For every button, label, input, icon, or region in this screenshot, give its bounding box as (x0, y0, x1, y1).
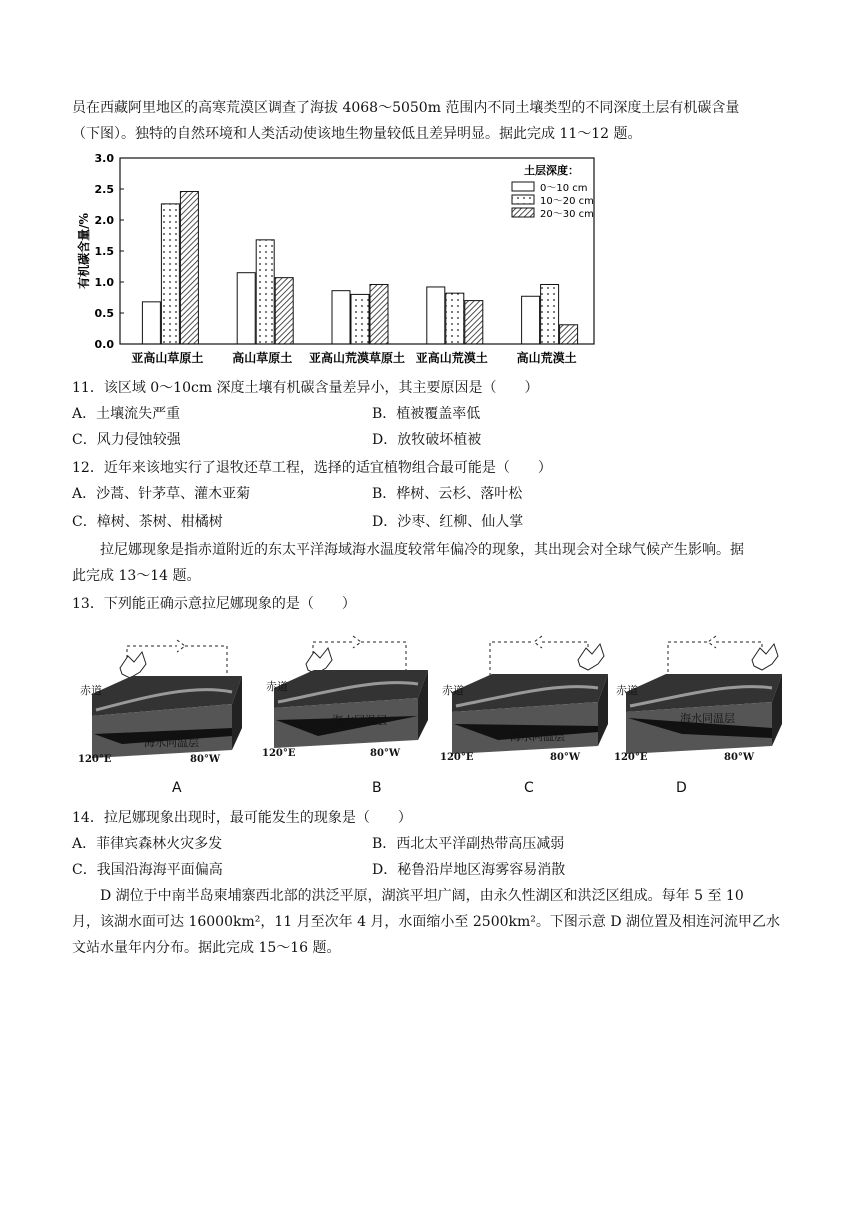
y-tick-label: 0.5 (94, 307, 114, 320)
legend-entry: 10～20 cm (540, 196, 594, 207)
bar (446, 293, 464, 344)
lake-d-line-2: 月，该湖水面可达 16000km²，11 月至次年 4 月，水面缩小至 2500km²。下图示意 D 湖位置及相连河流甲乙水 (72, 914, 781, 930)
diagram-c[interactable] (438, 628, 618, 772)
lon-west-label-b: 120°E (262, 748, 296, 759)
lon-east-label-b: 80°W (370, 748, 401, 759)
y-tick-label: 1.5 (94, 245, 114, 258)
bar (237, 273, 255, 344)
y-tick-label: 1.0 (94, 276, 114, 289)
soil-carbon-bar-chart (72, 148, 612, 370)
lake-d-line-1: D 湖位于中南半岛柬埔寨西北部的洪泛平原，湖滨平坦广阔，由永久性湖区和洪泛区组成。每年 5 至 10 (100, 888, 744, 904)
thermocline-label-a: 海水同温层 (144, 736, 199, 749)
y-tick-label: 0.0 (94, 338, 114, 351)
bar (142, 302, 160, 344)
bar (180, 191, 198, 344)
q12-option-b[interactable]: B．桦树、云杉、落叶松 (372, 486, 523, 502)
x-tick-label: 亚高山草原土 (131, 351, 204, 365)
equator-label-c: 赤道 (442, 684, 464, 697)
bar (332, 291, 350, 344)
lanina-line-2: 此完成 13～14 题。 (72, 568, 201, 584)
lanina-line-1: 拉尼娜现象是指赤道附近的东太平洋海域海水温度较常年偏冷的现象，其出现会对全球气候产生影响。据 (100, 542, 744, 558)
bar (465, 301, 483, 344)
q12-stem: 12．近年来该地实行了退牧还草工程，选择的适宜植物组合最可能是（ ） (72, 460, 552, 476)
diagram-c-label: C (524, 780, 534, 796)
lon-east-label-c: 80°W (550, 752, 581, 763)
bar (427, 287, 445, 344)
diagram-d-label: D (676, 780, 687, 796)
intro-line-1: 员在西藏阿里地区的高寒荒漠区调查了海拔 4068～5050m 范围内不同土壤类型的不同深度土层有机碳含量 (72, 100, 740, 116)
q11-option-b[interactable]: B．植被覆盖率低 (372, 406, 481, 422)
lon-east-label-a: 80°W (190, 754, 221, 765)
q14-option-d[interactable]: D．秘鲁沿岸地区海雾容易消散 (372, 862, 566, 878)
x-tick-label: 亚高山荒漠土 (415, 351, 488, 365)
y-axis-label: 有机碳含量/% (77, 213, 91, 289)
y-tick-label: 2.0 (94, 214, 114, 227)
legend-swatch (512, 208, 534, 217)
lake-d-line-3: 文站水量年内分布。据此完成 15～16 题。 (72, 940, 341, 956)
diagram-d[interactable] (612, 628, 792, 772)
legend-entry: 20～30 cm (540, 209, 594, 220)
q14-option-c[interactable]: C．我国沿海海平面偏高 (72, 862, 223, 878)
q13-stem: 13．下列能正确示意拉尼娜现象的是（ ） (72, 596, 356, 612)
q11-stem: 11．该区域 0～10cm 深度土壤有机碳含量差异小，其主要原因是（ ） (72, 380, 539, 396)
equator-label-d: 赤道 (616, 684, 638, 697)
q14-stem: 14．拉尼娜现象出现时，最可能发生的现象是（ ） (72, 810, 412, 826)
lon-west-label-d: 120°E (614, 752, 648, 763)
bar (256, 240, 274, 344)
x-tick-label: 高山荒漠土 (516, 351, 577, 365)
q12-option-d[interactable]: D．沙枣、红柳、仙人掌 (372, 514, 524, 530)
lon-west-label-c: 120°E (440, 752, 474, 763)
x-tick-label: 亚高山荒漠草原土 (308, 351, 406, 365)
equator-label-a: 赤道 (80, 684, 102, 697)
bar (161, 204, 179, 344)
q11-option-d[interactable]: D．放牧破坏植被 (372, 432, 482, 448)
bar (351, 294, 369, 344)
thermocline-label-d: 海水同温层 (680, 712, 735, 725)
bar (522, 296, 540, 344)
legend-title: 土层深度： (524, 164, 579, 177)
q14-option-a[interactable]: A．菲律宾森林火灾多发 (72, 836, 223, 852)
q12-option-c[interactable]: C．樟树、茶树、柑橘树 (72, 514, 223, 530)
thermocline-label-c: 海水同温层 (510, 730, 565, 743)
lon-east-label-d: 80°W (724, 752, 755, 763)
bar (370, 284, 388, 344)
x-tick-label: 高山草原土 (232, 351, 293, 365)
q11-option-a[interactable]: A．土壤流失严重 (72, 406, 181, 422)
diagram-a-label: A (172, 780, 182, 796)
equator-label-b: 赤道 (266, 680, 288, 693)
q12-option-a[interactable]: A．沙蒿、针茅草、灌木亚菊 (72, 486, 251, 502)
diagram-a[interactable] (78, 628, 252, 772)
legend-swatch (512, 195, 534, 204)
y-tick-label: 3.0 (94, 152, 114, 165)
diagram-b[interactable] (258, 628, 438, 772)
y-tick-label: 2.5 (94, 183, 114, 196)
intro-line-2: （下图）。独特的自然环境和人类活动使该地生物量较低且差异明显。据此完成 11～12 题。 (72, 126, 642, 142)
q14-option-b[interactable]: B．西北太平洋副热带高压减弱 (372, 836, 565, 852)
thermocline-label-b: 海水同温层 (332, 714, 387, 727)
bar (560, 325, 578, 344)
diagram-b-label: B (372, 780, 382, 796)
legend-entry: 0～10 cm (540, 183, 588, 194)
q11-option-c[interactable]: C．风力侵蚀较强 (72, 432, 181, 448)
lon-west-label-a: 120°E (78, 754, 112, 765)
legend-swatch (512, 182, 534, 191)
bar (541, 284, 559, 344)
bar (275, 278, 293, 344)
